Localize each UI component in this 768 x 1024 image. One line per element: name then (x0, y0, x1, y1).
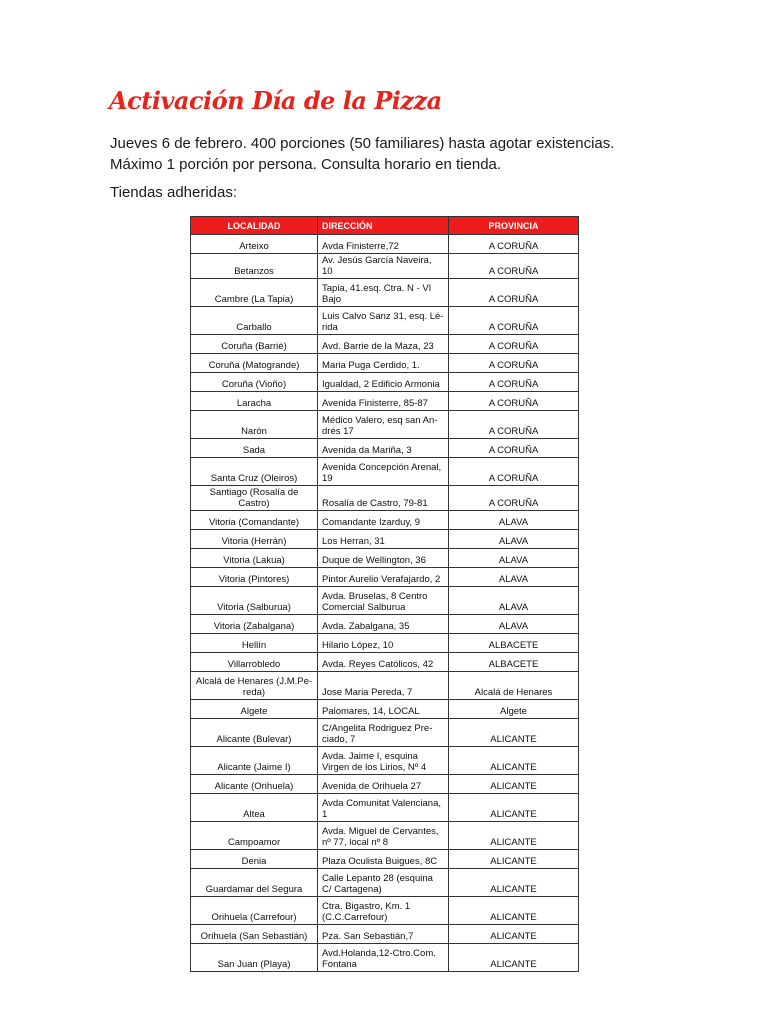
direccion-cell: Avenida de Orihuela 27 (318, 775, 449, 794)
table-row (191, 634, 579, 653)
provincia-cell: ALICANTE (449, 822, 579, 850)
table-row (191, 672, 579, 700)
stores-subtitle: Tiendas adheridas: (110, 184, 238, 201)
provincia-cell: Alcalá de Henares (449, 672, 579, 700)
direccion-cell: Pza. San Sebastián,7 (318, 925, 449, 944)
table-row (191, 822, 579, 850)
table-row (191, 511, 579, 530)
table-row (191, 568, 579, 587)
intro-line-1: Jueves 6 de febrero. 400 porciones (50 familiares) hasta agotar existencias. (110, 135, 615, 152)
provincia-cell: A CORUÑA (449, 335, 579, 354)
direccion-cell: Pintor Aurelio Verafajardo, 2 (318, 568, 449, 587)
table-row (191, 254, 579, 279)
provincia-cell: ALAVA (449, 587, 579, 615)
direccion-cell: Calle Lepanto 28 (esquina C/ Cartagena) (318, 869, 449, 897)
direccion-cell: Av. Jesús García Naveira, 10 (318, 254, 449, 279)
table-row (191, 869, 579, 897)
table-row (191, 653, 579, 672)
provincia-cell: A CORUÑA (449, 254, 579, 279)
stores-table-body (191, 235, 579, 972)
table-row (191, 392, 579, 411)
page-title: Activación Día de la Pizza (109, 86, 442, 115)
localidad-cell: Hellín (191, 634, 318, 653)
provincia-cell: ALICANTE (449, 747, 579, 775)
intro-text (110, 133, 614, 175)
direccion-cell: Tapia, 41.esq. Ctra. N - VI Bajo (318, 279, 449, 307)
table-row (191, 307, 579, 335)
provincia-cell: ALAVA (449, 615, 579, 634)
localidad-cell: Santa Cruz (Oleiros) (191, 458, 318, 486)
localidad-cell: Algete (191, 700, 318, 719)
provincia-cell: A CORUÑA (449, 354, 579, 373)
table-row (191, 373, 579, 392)
direccion-cell: Avda. Zabalgana, 35 (318, 615, 449, 634)
direccion-cell: Jose Maria Pereda, 7 (318, 672, 449, 700)
direccion-cell: Igualdad, 2 Edificio Armonia (318, 373, 449, 392)
table-row (191, 549, 579, 568)
table-row (191, 775, 579, 794)
provincia-cell: A CORUÑA (449, 458, 579, 486)
localidad-cell: Vitoria (Pintores) (191, 568, 318, 587)
direccion-cell: Avenida Finisterre, 85-87 (318, 392, 449, 411)
direccion-cell: Plaza Oculista Buigues, 8C (318, 850, 449, 869)
provincia-cell: ALICANTE (449, 775, 579, 794)
provincia-cell: ALICANTE (449, 925, 579, 944)
column-header-provincia: PROVINCIA (449, 217, 579, 235)
stores-table (190, 216, 579, 972)
direccion-cell: Avda Finisterre,72 (318, 235, 449, 254)
localidad-cell: Villarrobledo (191, 653, 318, 672)
localidad-cell: Altea (191, 794, 318, 822)
localidad-cell: San Juan (Playa) (191, 944, 318, 972)
provincia-cell: ALAVA (449, 549, 579, 568)
table-row (191, 411, 579, 439)
provincia-cell: A CORUÑA (449, 279, 579, 307)
direccion-cell: C/Angelita Rodriguez Pre-ciado, 7 (318, 719, 449, 747)
direccion-cell: Avda Comunitat Valenciana, 1 (318, 794, 449, 822)
table-row (191, 794, 579, 822)
localidad-cell: Laracha (191, 392, 318, 411)
localidad-cell: Orihuela (Carrefour) (191, 897, 318, 925)
localidad-cell: Betanzos (191, 254, 318, 279)
direccion-cell: Duque de Wellington, 36 (318, 549, 449, 568)
direccion-cell: Ctra. Bigastro, Km. 1 (C.C.Carrefour) (318, 897, 449, 925)
localidad-cell: Coruña (Matogrande) (191, 354, 318, 373)
direccion-cell: Maria Puga Cerdido, 1. (318, 354, 449, 373)
provincia-cell: A CORUÑA (449, 411, 579, 439)
table-row (191, 439, 579, 458)
table-row (191, 530, 579, 549)
provincia-cell: A CORUÑA (449, 307, 579, 335)
direccion-cell: Avenida Concepción Arenal, 19 (318, 458, 449, 486)
direccion-cell: Palomares, 14, LOCAL (318, 700, 449, 719)
localidad-cell: Vitoria (Salburua) (191, 587, 318, 615)
provincia-cell: ALICANTE (449, 794, 579, 822)
column-header-localidad: LOCALIDAD (191, 217, 318, 235)
direccion-cell: Avda. Jaime I, esquina Virgen de los Lirios, Nº 4 (318, 747, 449, 775)
provincia-cell: ALAVA (449, 511, 579, 530)
localidad-cell: Santiago (Rosalía de Castro) (191, 486, 318, 511)
localidad-cell: Coruña (Barrié) (191, 335, 318, 354)
provincia-cell: A CORUÑA (449, 392, 579, 411)
table-row (191, 719, 579, 747)
table-row (191, 486, 579, 511)
localidad-cell: Vitoria (Lakua) (191, 549, 318, 568)
table-row (191, 747, 579, 775)
provincia-cell: A CORUÑA (449, 486, 579, 511)
provincia-cell: ALBACETE (449, 634, 579, 653)
localidad-cell: Vitoria (Zabalgana) (191, 615, 318, 634)
direccion-cell: Avda. Miguel de Cervantes, nº 77, local nº 8 (318, 822, 449, 850)
table-row (191, 700, 579, 719)
table-header-row (191, 217, 579, 235)
intro-line-2: Máximo 1 porción por persona. Consulta horario en tienda. (110, 156, 502, 173)
table-row (191, 458, 579, 486)
table-row (191, 925, 579, 944)
provincia-cell: ALAVA (449, 530, 579, 549)
provincia-cell: ALICANTE (449, 850, 579, 869)
localidad-cell: Alicante (Orihuela) (191, 775, 318, 794)
direccion-cell: Comandante Izarduy, 9 (318, 511, 449, 530)
localidad-cell: Alcalá de Henares (J.M.Pe-reda) (191, 672, 318, 700)
direccion-cell: Los Herran, 31 (318, 530, 449, 549)
table-row (191, 944, 579, 972)
direccion-cell: Avd.Holanda,12-Ctro.Com. Fontana (318, 944, 449, 972)
table-row (191, 235, 579, 254)
provincia-cell: ALAVA (449, 568, 579, 587)
column-header-direccion: DIRECCIÓN (318, 217, 449, 235)
localidad-cell: Arteixo (191, 235, 318, 254)
direccion-cell: Luis Calvo Sanz 31, esq. Lé-rida (318, 307, 449, 335)
table-row (191, 279, 579, 307)
provincia-cell: ALICANTE (449, 897, 579, 925)
localidad-cell: Guardamar del Segura (191, 869, 318, 897)
direccion-cell: Avda. Reyes Católicos, 42 (318, 653, 449, 672)
provincia-cell: ALICANTE (449, 719, 579, 747)
direccion-cell: Avd. Barrie de la Maza, 23 (318, 335, 449, 354)
direccion-cell: Rosalía de Castro, 79-81 (318, 486, 449, 511)
table-row (191, 850, 579, 869)
direccion-cell: Avenida da Mariña, 3 (318, 439, 449, 458)
localidad-cell: Orihuela (San Sebastián) (191, 925, 318, 944)
direccion-cell: Hilario López, 10 (318, 634, 449, 653)
localidad-cell: Vitoria (Herrán) (191, 530, 318, 549)
table-row (191, 335, 579, 354)
provincia-cell: ALBACETE (449, 653, 579, 672)
provincia-cell: ALICANTE (449, 944, 579, 972)
table-row (191, 615, 579, 634)
localidad-cell: Vitoria (Comandante) (191, 511, 318, 530)
provincia-cell: Algete (449, 700, 579, 719)
table-row (191, 897, 579, 925)
localidad-cell: Campoamor (191, 822, 318, 850)
localidad-cell: Narón (191, 411, 318, 439)
table-row (191, 354, 579, 373)
direccion-cell: Médico Valero, esq san An-drés 17 (318, 411, 449, 439)
localidad-cell: Denia (191, 850, 318, 869)
provincia-cell: A CORUÑA (449, 373, 579, 392)
provincia-cell: A CORUÑA (449, 235, 579, 254)
provincia-cell: ALICANTE (449, 869, 579, 897)
table-row (191, 587, 579, 615)
provincia-cell: A CORUÑA (449, 439, 579, 458)
localidad-cell: Sada (191, 439, 318, 458)
localidad-cell: Alicante (Bulevar) (191, 719, 318, 747)
localidad-cell: Alicante (Jaime I) (191, 747, 318, 775)
localidad-cell: Coruña (Vioño) (191, 373, 318, 392)
localidad-cell: Cambre (La Tapia) (191, 279, 318, 307)
localidad-cell: Carballo (191, 307, 318, 335)
direccion-cell: Avda. Bruselas, 8 Centro Comercial Salburua (318, 587, 449, 615)
